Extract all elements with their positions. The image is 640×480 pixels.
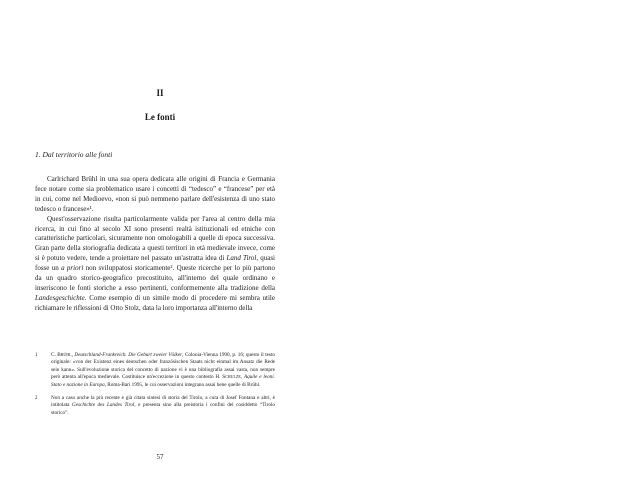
footnote-number: 1 bbox=[35, 353, 38, 358]
paragraph-2: Quest'osservazione risulta particolarmente valida per l'area al centro della mia ricerca, in cui fino al secolo XI sono presenti realtà istituzionali ed etniche con caratteristiche particolari, sicuramente non omologabili a quelle di epoca successiva. Gran parte della storiografia dedicata a questi territori in età medievale invece, come si è potuto vedere, tende a proiettare nel passato un'astratta idea di Land Tirol, quasi fosse un a priori non sviluppatosi storicamente². Queste ricerche per lo più partono da un quadro storico-geografico precostituito, all'interno del quale ordinano e inseriscono le fonti storiche a esso pertinenti, conformemente alla tradizione della Landesgeschichte. Come esempio di un simile modo di procedere mi sembra utile richiamare le riflessioni di Otto Stolz, data la loro importanza all'interno della bbox=[35, 214, 275, 312]
page-number: 57 bbox=[156, 453, 164, 461]
footnote-2: 2 Non a caso anche la più recente e già citata sintesi di storia del Tirolo, a cura di Josef Fontana e altri, è intitolata Geschichte des Landes Tirol, e presenta sino alla preistoria i confini del cosiddetto “Tirolo storico”. bbox=[35, 395, 275, 416]
section-heading: 1. Dal territorio alle fonti bbox=[35, 150, 113, 159]
footnote-1: 1 C. Brühl, Deutschland-Frankreich. Die Geburt zweier Völker, Colonia-Vienna 1990, p. 16; questo il testo originale: «von der Existenz eines deutschen oder französischen Staats nicht einmal im Ansatz die Rede sein kann». Sull'evoluzione storica del concetto di nazione vi è una bibliografia assai vasta, non sempre però attenta all'epoca medievale. Costituisce un'eccezione in questo contesto H. Schulze, Aquile e leoni. Stato e nazione in Europa, Roma-Bari 1995, le cui osservazioni integrano assai bene quelle di Brühl. bbox=[35, 352, 276, 388]
chapter-title: Le fonti bbox=[144, 112, 176, 122]
footnote-number: 2 bbox=[35, 396, 38, 402]
chapter-number: II bbox=[156, 88, 164, 98]
body-text bbox=[35, 175, 275, 314]
paragraph-1: Carlrichard Brühl in una sua opera dedicata alle origini di Francia e Germania fece notare come sia problematico usare i concetti di “tedesco” e “francese” per età in cui, come nel Medioevo, «non si può nemmeno parlare dell'esistenza di uno stato tedesco o francese»¹. bbox=[35, 175, 275, 213]
footnotes bbox=[35, 352, 275, 423]
